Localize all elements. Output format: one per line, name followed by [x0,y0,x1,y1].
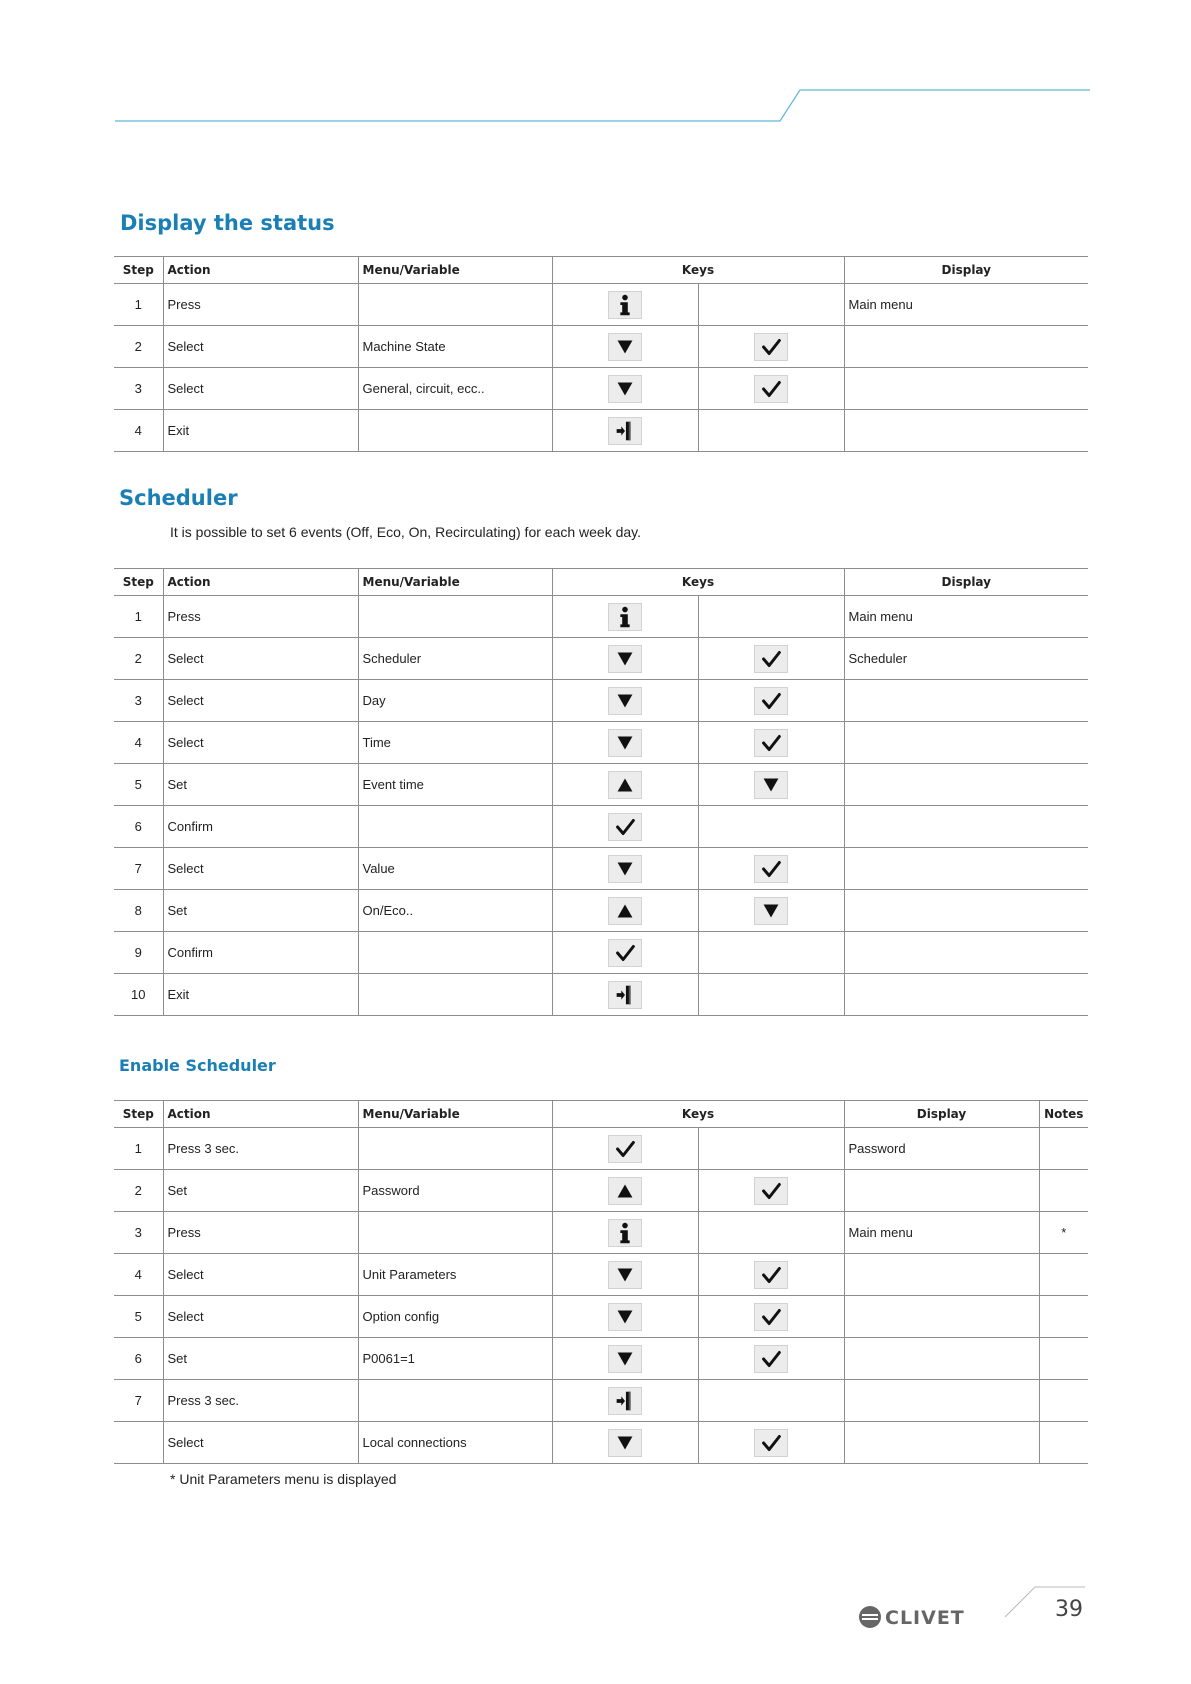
header-notes: Notes [1039,1101,1088,1128]
check-icon [754,1303,788,1331]
header-display: Display [844,569,1088,596]
table-row [114,638,1088,680]
exit-icon [608,981,642,1009]
keys-cell [698,848,844,890]
action-cell: Exit [163,410,358,452]
keys-cell [698,680,844,722]
notes-cell [1039,1170,1088,1212]
scheduler-intro: It is possible to set 6 events (Off, Eco, On, Recirculating) for each week day. [170,524,642,540]
table-row [114,806,1088,848]
table-row [114,722,1088,764]
table-row [114,326,1088,368]
action-cell: Press [163,284,358,326]
down-icon [608,645,642,673]
action-cell: Select [163,680,358,722]
display-cell: Password [844,1128,1039,1170]
step-cell: 5 [114,1296,163,1338]
action-cell: Select [163,848,358,890]
display-cell [844,848,1088,890]
step-cell: 5 [114,764,163,806]
display-cell [844,410,1088,452]
menu-cell: Option config [358,1296,552,1338]
down-icon [608,729,642,757]
menu-cell: Scheduler [358,638,552,680]
down-icon [754,771,788,799]
keys-cell [698,326,844,368]
table-row [114,890,1088,932]
step-cell [114,1422,163,1464]
keys-cell [552,722,698,764]
footnote: * Unit Parameters menu is displayed [170,1471,397,1487]
check-icon [754,1177,788,1205]
keys-cell [552,1380,698,1422]
info-icon [608,1219,642,1247]
keys-cell [698,284,844,326]
header-action: Action [163,257,358,284]
menu-cell: Machine State [358,326,552,368]
check-icon [754,1261,788,1289]
down-icon [754,897,788,925]
action-cell: Set [163,1338,358,1380]
keys-cell [552,1254,698,1296]
keys-cell [552,1128,698,1170]
header-keys: Keys [552,257,844,284]
display-cell [844,680,1088,722]
table-header-row [114,569,1088,596]
step-cell: 10 [114,974,163,1016]
step-cell: 3 [114,680,163,722]
table-row [114,1128,1088,1170]
display-cell [844,1170,1039,1212]
section-title-scheduler: Scheduler [119,486,238,510]
header-action: Action [163,1101,358,1128]
action-cell: Press 3 sec. [163,1128,358,1170]
notes-cell [1039,1254,1088,1296]
header-step: Step [114,569,163,596]
info-icon [608,291,642,319]
display-cell [844,368,1088,410]
keys-cell [698,368,844,410]
menu-cell: Event time [358,764,552,806]
table-row [114,1212,1088,1254]
keys-cell [552,848,698,890]
menu-cell: General, circuit, ecc.. [358,368,552,410]
action-cell: Exit [163,974,358,1016]
action-cell: Select [163,1254,358,1296]
info-icon [608,603,642,631]
display-cell: Scheduler [844,638,1088,680]
action-cell: Press [163,596,358,638]
action-cell: Press [163,1212,358,1254]
action-cell: Set [163,1170,358,1212]
section-title-display-status: Display the status [120,211,335,235]
step-cell: 1 [114,596,163,638]
table-row [114,410,1088,452]
menu-cell [358,1212,552,1254]
notes-cell [1039,1296,1088,1338]
menu-cell [358,1380,552,1422]
keys-cell [552,1338,698,1380]
action-cell: Set [163,764,358,806]
keys-cell [552,806,698,848]
display-cell [844,1422,1039,1464]
check-icon [754,729,788,757]
notes-cell: * [1039,1212,1088,1254]
page-number: 39 [1055,1597,1083,1622]
keys-cell [552,284,698,326]
check-icon [608,1135,642,1163]
scheduler-table [114,568,1088,1016]
menu-cell [358,1128,552,1170]
header-rule [0,0,1191,140]
keys-cell [698,410,844,452]
keys-cell [552,1170,698,1212]
down-icon [608,1261,642,1289]
header-step: Step [114,257,163,284]
keys-cell [698,1212,844,1254]
keys-cell [698,1380,844,1422]
action-cell: Select [163,722,358,764]
check-icon [608,813,642,841]
keys-cell [552,764,698,806]
keys-cell [698,764,844,806]
menu-cell [358,932,552,974]
action-cell: Select [163,368,358,410]
down-icon [608,687,642,715]
menu-cell: P0061=1 [358,1338,552,1380]
action-cell: Select [163,326,358,368]
menu-cell [358,284,552,326]
notes-cell [1039,1338,1088,1380]
display-cell [844,1296,1039,1338]
check-icon [754,855,788,883]
header-keys: Keys [552,569,844,596]
keys-cell [552,368,698,410]
menu-cell [358,410,552,452]
step-cell: 2 [114,638,163,680]
table-row [114,596,1088,638]
header-step: Step [114,1101,163,1128]
menu-cell: Local connections [358,1422,552,1464]
down-icon [608,375,642,403]
table-row [114,368,1088,410]
check-icon [754,645,788,673]
keys-cell [698,1254,844,1296]
step-cell: 2 [114,1170,163,1212]
header-menu: Menu/Variable [358,1101,552,1128]
display-cell [844,974,1088,1016]
table-row [114,680,1088,722]
notes-cell [1039,1380,1088,1422]
menu-cell: On/Eco.. [358,890,552,932]
action-cell: Set [163,890,358,932]
keys-cell [552,1296,698,1338]
display-cell [844,326,1088,368]
svg-text:CLIVET: CLIVET [885,1607,965,1629]
display-cell [844,764,1088,806]
display-cell: Main menu [844,1212,1039,1254]
menu-cell [358,596,552,638]
step-cell: 9 [114,932,163,974]
keys-cell [552,1212,698,1254]
table-row [114,1422,1088,1464]
header-display: Display [844,1101,1039,1128]
step-cell: 6 [114,806,163,848]
keys-cell [698,1338,844,1380]
action-cell: Select [163,638,358,680]
down-icon [608,1345,642,1373]
menu-cell [358,974,552,1016]
up-icon [608,771,642,799]
header-display: Display [844,257,1088,284]
display-cell [844,806,1088,848]
keys-cell [552,680,698,722]
table-row [114,1296,1088,1338]
clivet-logo [858,1604,983,1630]
keys-cell [698,1296,844,1338]
display-cell [844,1254,1039,1296]
keys-cell [552,596,698,638]
keys-cell [698,890,844,932]
header-action: Action [163,569,358,596]
keys-cell [552,974,698,1016]
display-cell [844,890,1088,932]
enable-scheduler-table [114,1100,1088,1464]
header-menu: Menu/Variable [358,569,552,596]
display-cell: Main menu [844,596,1088,638]
down-icon [608,1303,642,1331]
up-icon [608,1177,642,1205]
step-cell: 3 [114,1212,163,1254]
menu-cell: Day [358,680,552,722]
check-icon [608,939,642,967]
keys-cell [552,410,698,452]
table-row [114,932,1088,974]
table-row [114,974,1088,1016]
menu-cell: Unit Parameters [358,1254,552,1296]
step-cell: 7 [114,1380,163,1422]
menu-cell: Password [358,1170,552,1212]
keys-cell [698,1422,844,1464]
check-icon [754,687,788,715]
step-cell: 6 [114,1338,163,1380]
check-icon [754,1345,788,1373]
header-keys: Keys [552,1101,844,1128]
action-cell: Select [163,1422,358,1464]
header-menu: Menu/Variable [358,257,552,284]
table-header-row [114,257,1088,284]
keys-cell [552,890,698,932]
action-cell: Confirm [163,806,358,848]
keys-cell [552,1422,698,1464]
keys-cell [698,974,844,1016]
down-icon [608,855,642,883]
table-row [114,764,1088,806]
display-cell [844,1380,1039,1422]
keys-cell [698,638,844,680]
keys-cell [698,806,844,848]
menu-cell [358,806,552,848]
table-header-row [114,1101,1088,1128]
step-cell: 8 [114,890,163,932]
keys-cell [698,596,844,638]
step-cell: 3 [114,368,163,410]
keys-cell [698,722,844,764]
display-cell: Main menu [844,284,1088,326]
exit-icon [608,1387,642,1415]
table-row [114,284,1088,326]
step-cell: 4 [114,410,163,452]
keys-cell [552,932,698,974]
action-cell: Confirm [163,932,358,974]
up-icon [608,897,642,925]
down-icon [608,333,642,361]
display-status-table [114,256,1088,452]
keys-cell [698,1170,844,1212]
step-cell: 1 [114,1128,163,1170]
step-cell: 2 [114,326,163,368]
section-title-enable-scheduler: Enable Scheduler [119,1056,276,1075]
step-cell: 1 [114,284,163,326]
action-cell: Press 3 sec. [163,1380,358,1422]
step-cell: 4 [114,1254,163,1296]
table-row [114,1170,1088,1212]
menu-cell: Value [358,848,552,890]
step-cell: 4 [114,722,163,764]
table-row [114,1338,1088,1380]
menu-cell: Time [358,722,552,764]
keys-cell [698,1128,844,1170]
notes-cell [1039,1128,1088,1170]
exit-icon [608,417,642,445]
check-icon [754,333,788,361]
check-icon [754,1429,788,1457]
display-cell [844,1338,1039,1380]
notes-cell [1039,1422,1088,1464]
table-row [114,1380,1088,1422]
table-row [114,1254,1088,1296]
action-cell: Select [163,1296,358,1338]
keys-cell [698,932,844,974]
keys-cell [552,638,698,680]
table-row [114,848,1088,890]
check-icon [754,375,788,403]
keys-cell [552,326,698,368]
down-icon [608,1429,642,1457]
display-cell [844,722,1088,764]
display-cell [844,932,1088,974]
step-cell: 7 [114,848,163,890]
